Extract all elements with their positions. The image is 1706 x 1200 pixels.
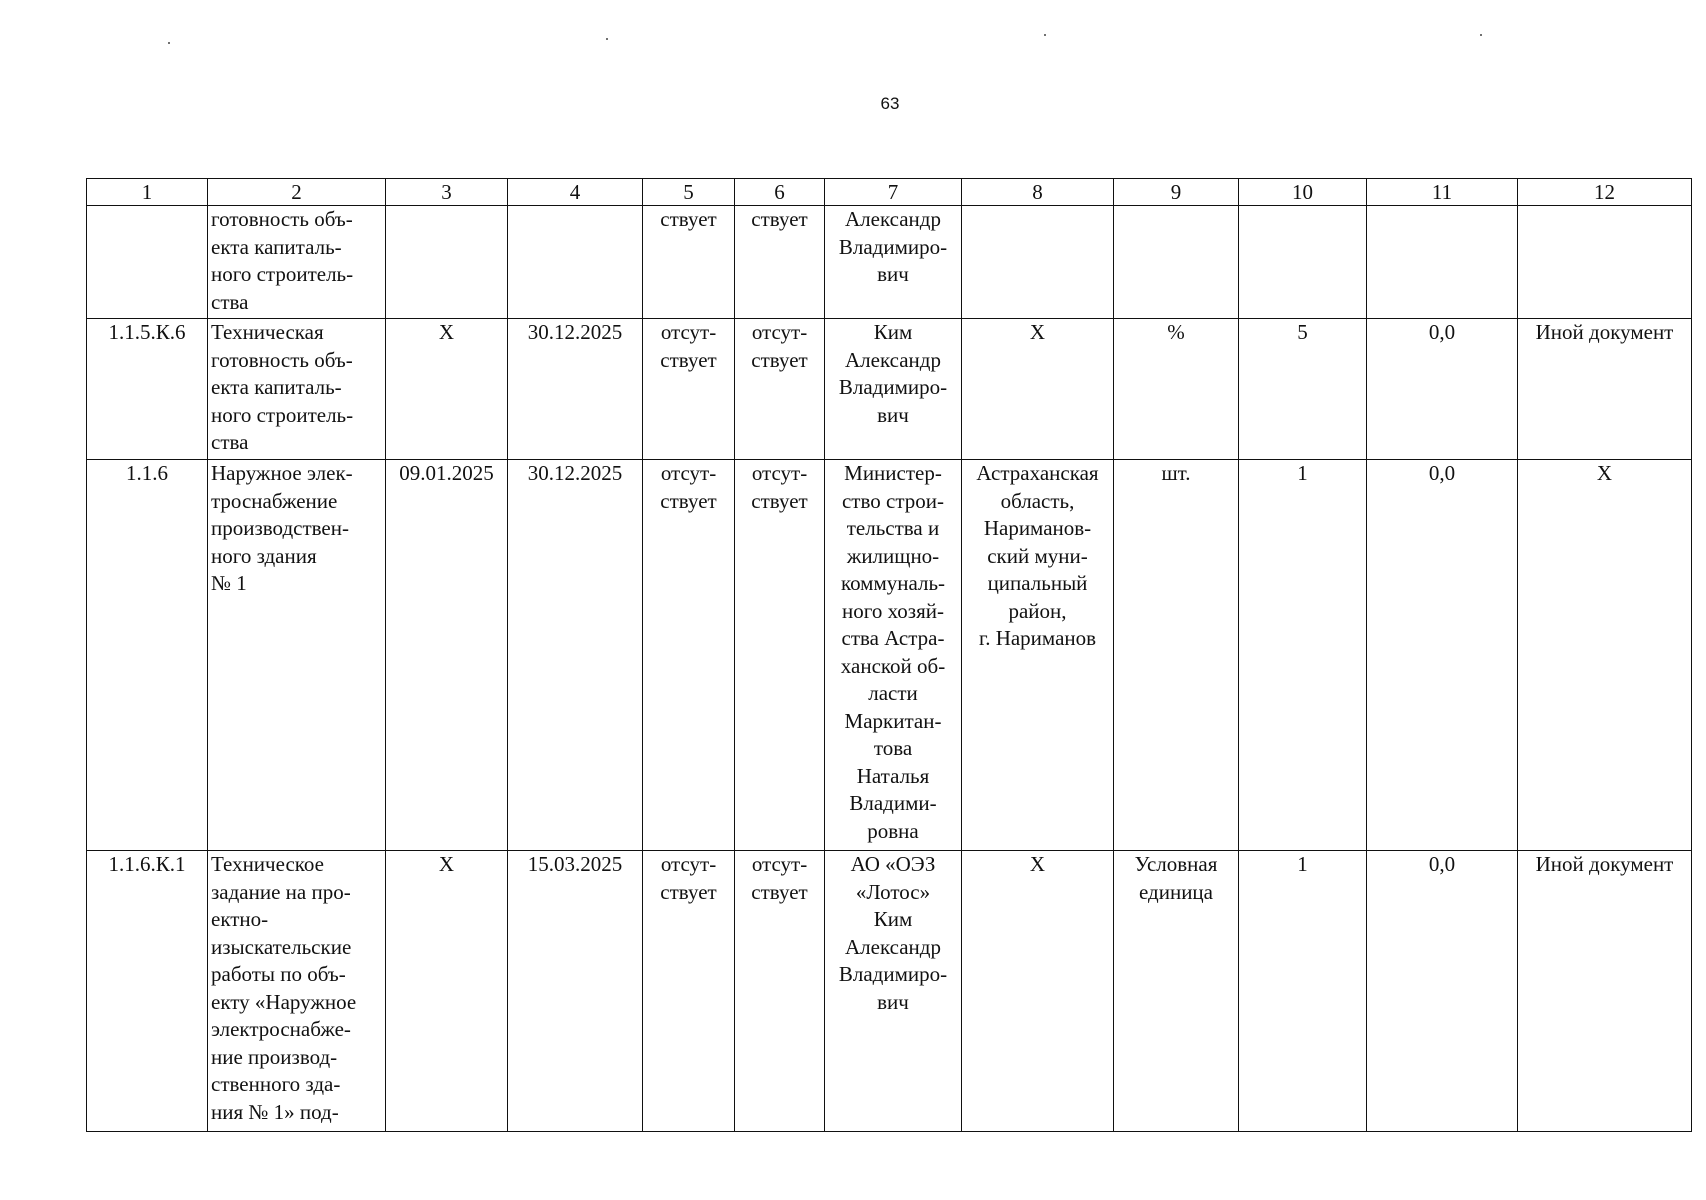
cell-quantity: 1 xyxy=(1239,460,1367,851)
cell-col6: ствует xyxy=(735,206,825,319)
table-row xyxy=(87,851,1692,1132)
cell-code: 1.1.6 xyxy=(87,460,208,851)
column-header-2: 2 xyxy=(208,179,386,206)
cell-start-date: X xyxy=(386,319,508,460)
table-row xyxy=(87,206,1692,319)
cell-col5: отсут- ствует xyxy=(643,851,735,1132)
cell-end-date xyxy=(508,206,643,319)
column-header-10: 10 xyxy=(1239,179,1367,206)
column-header-9: 9 xyxy=(1114,179,1239,206)
cell-responsible: Александр Владимиро- вич xyxy=(825,206,962,319)
cell-col6: отсут- ствует xyxy=(735,460,825,851)
cell-unit: % xyxy=(1114,319,1239,460)
cell-col5: ствует xyxy=(643,206,735,319)
table-row xyxy=(87,460,1692,851)
column-header-8: 8 xyxy=(962,179,1114,206)
cell-unit: шт. xyxy=(1114,460,1239,851)
cell-name: Техническая готовность объ- екта капиталь- ного строитель- ства xyxy=(208,319,386,460)
cell-start-date: 09.01.2025 xyxy=(386,460,508,851)
cell-code xyxy=(87,206,208,319)
cell-name: Наружное элек- троснабжение производствен- ного здания № 1 xyxy=(208,460,386,851)
cell-unit xyxy=(1114,206,1239,319)
cell-amount: 0,0 xyxy=(1367,851,1518,1132)
scan-speck xyxy=(1044,34,1046,36)
column-header-6: 6 xyxy=(735,179,825,206)
cell-document: X xyxy=(1518,460,1692,851)
cell-amount xyxy=(1367,206,1518,319)
column-header-11: 11 xyxy=(1367,179,1518,206)
cell-unit: Условная единица xyxy=(1114,851,1239,1132)
cell-responsible: Министер- ство строи- тельства и жилищно- коммуналь- ного хозяй- ства Астра- ханской об- ласти Маркитан- това Наталья Владими- ровна xyxy=(825,460,962,851)
cell-document xyxy=(1518,206,1692,319)
cell-col5: отсут- ствует xyxy=(643,319,735,460)
cell-location: X xyxy=(962,851,1114,1132)
data-table xyxy=(86,178,1692,1132)
cell-col5: отсут- ствует xyxy=(643,460,735,851)
cell-responsible: Ким Александр Владимиро- вич xyxy=(825,319,962,460)
cell-end-date: 15.03.2025 xyxy=(508,851,643,1132)
scan-speck xyxy=(606,38,608,40)
column-header-4: 4 xyxy=(508,179,643,206)
cell-end-date: 30.12.2025 xyxy=(508,460,643,851)
column-header-12: 12 xyxy=(1518,179,1692,206)
cell-start-date xyxy=(386,206,508,319)
cell-document: Иной документ xyxy=(1518,851,1692,1132)
cell-quantity: 1 xyxy=(1239,851,1367,1132)
cell-end-date: 30.12.2025 xyxy=(508,319,643,460)
cell-location xyxy=(962,206,1114,319)
scan-speck xyxy=(168,42,170,44)
cell-amount: 0,0 xyxy=(1367,319,1518,460)
cell-amount: 0,0 xyxy=(1367,460,1518,851)
cell-location: Астраханская область, Нариманов- ский муни- ципальный район, г. Нариманов xyxy=(962,460,1114,851)
scan-speck xyxy=(1480,34,1482,36)
cell-col6: отсут- ствует xyxy=(735,319,825,460)
page-number: 63 xyxy=(880,94,900,113)
cell-name: Техническое задание на про- ектно- изыскательские работы по объ- екту «Наружное электроснабже- ние производ- ственного зда- ния № 1» под- xyxy=(208,851,386,1132)
column-header-3: 3 xyxy=(386,179,508,206)
cell-quantity: 5 xyxy=(1239,319,1367,460)
cell-code: 1.1.5.К.6 xyxy=(87,319,208,460)
cell-document: Иной документ xyxy=(1518,319,1692,460)
column-header-5: 5 xyxy=(643,179,735,206)
cell-location: X xyxy=(962,319,1114,460)
header-row xyxy=(87,179,1692,206)
cell-col6: отсут- ствует xyxy=(735,851,825,1132)
cell-start-date: X xyxy=(386,851,508,1132)
cell-name: готовность объ- екта капиталь- ного строитель- ства xyxy=(208,206,386,319)
table-row xyxy=(87,319,1692,460)
column-header-7: 7 xyxy=(825,179,962,206)
cell-code: 1.1.6.К.1 xyxy=(87,851,208,1132)
cell-responsible: АО «ОЭЗ «Лотос» Ким Александр Владимиро- вич xyxy=(825,851,962,1132)
column-header-1: 1 xyxy=(87,179,208,206)
cell-quantity xyxy=(1239,206,1367,319)
